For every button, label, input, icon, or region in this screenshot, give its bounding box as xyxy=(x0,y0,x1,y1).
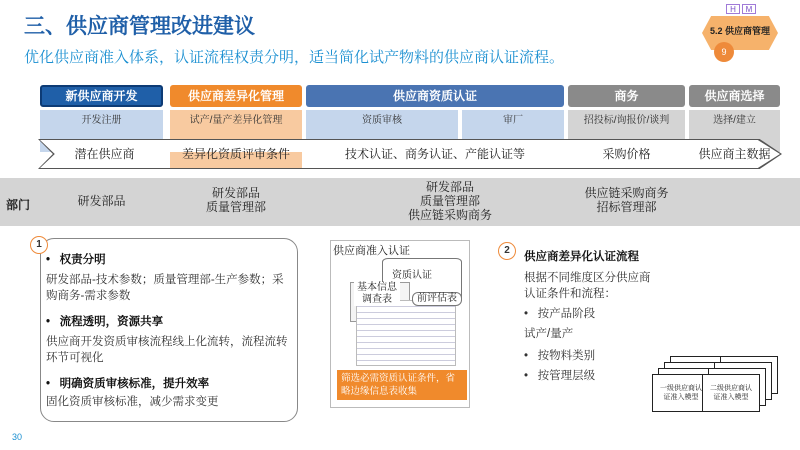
card2-bullet-2: • 按物料类别 xyxy=(524,350,596,362)
section-marker xyxy=(700,4,780,68)
model-label-level2: 二级供应商认 证准入模型 xyxy=(710,385,752,401)
card2-bullet-1-text: 按产品阶段 xyxy=(537,308,596,320)
stage-business: 商务 xyxy=(568,85,685,107)
department-label: 部门 xyxy=(6,198,31,212)
card1-bullet-3: • 明确资质审核标准，提升效率 xyxy=(46,378,210,390)
model-label-level1: 一级供应商认 证准入模型 xyxy=(660,385,702,401)
card1-text-1: 研发部品-技术参数；质量管理部-生产参数；采购商务-需求参数 xyxy=(46,274,284,302)
stage-new-supplier: 新供应商开发 xyxy=(40,85,163,107)
pipeline-master-data: 供应商主数据 xyxy=(698,147,771,161)
card1-number: 1 xyxy=(30,236,48,254)
card2-title: 供应商差异化认证流程 xyxy=(524,251,639,263)
card2-bullet-3-text: 按管理层级 xyxy=(537,370,596,382)
pipeline-potential-supplier: 潜在供应商 xyxy=(74,147,135,161)
page-subtitle: 优化供应商准入体系，认证流程权责分明，适当简化试产物料的供应商认证流程。 xyxy=(24,49,565,66)
stage-differentiation: 供应商差异化管理 xyxy=(170,85,302,107)
card2-bullet-2-text: 按物料类别 xyxy=(537,350,596,362)
page-number: 30 xyxy=(12,432,23,442)
dept-dev xyxy=(40,194,163,208)
dept-dev-quality: 研发部品 质量管理部 xyxy=(205,186,266,214)
card1-bullet-2: • 流程透明，资源共享 xyxy=(46,316,164,328)
admission-title: 供应商准入认证 xyxy=(333,245,410,257)
card2-bullet-1: • 按产品阶段 xyxy=(524,308,596,320)
section-label: 5.2 供应商管理 xyxy=(709,26,770,36)
pipeline-certification: 技术认证、商务认证、产能认证等 xyxy=(344,147,525,161)
card1-text-3: 固化资质审核标准，减少需求变更 xyxy=(46,396,219,408)
sub-qual-review: 资质审核 xyxy=(306,110,458,132)
stage-selection: 供应商选择 xyxy=(689,85,780,107)
h-badge: H xyxy=(726,4,740,14)
card2-trial-mass: 试产/量产 xyxy=(524,328,574,340)
card1-heading-3: 明确资质审核标准，提升效率 xyxy=(59,378,210,390)
sub-dev-register: 开发注册 xyxy=(40,110,163,132)
dept-purchase-bid: 供应链采购商务 招标管理部 xyxy=(584,186,669,214)
card1-text-2: 供应商开发资质审核流程线上化流转，流程流转环节可视化 xyxy=(46,336,288,364)
basic-info-label: 基本信息 调查表 xyxy=(354,282,400,306)
dept-dev-text: 研发部品 xyxy=(77,194,126,208)
stage-qualification: 供应商资质认证 xyxy=(306,85,564,107)
sub-select-create: 选择/建立 xyxy=(689,110,780,132)
admission-note: 筛选必需资质认证条件，省略边缘信息表收集 xyxy=(337,370,467,400)
qualification-label: 资质认证 xyxy=(388,270,436,282)
card2-bullet-3: • 按管理层级 xyxy=(524,370,596,382)
pipeline-diff-criteria: 差异化资质评审条件 xyxy=(181,147,290,161)
pipeline-price: 采购价格 xyxy=(602,147,651,161)
sub-trial-mass: 试产/量产差异化管理 xyxy=(170,110,302,132)
card1-heading-1: 权责分明 xyxy=(59,254,106,266)
card1-bullet-1: • 权责分明 xyxy=(46,254,106,266)
pre-eval-label: 前评估表 xyxy=(412,292,462,306)
section-number: 9 xyxy=(714,42,734,62)
card1-heading-2: 流程透明，资源共享 xyxy=(59,316,164,328)
document-lines xyxy=(356,300,456,366)
dept-dev-quality-purchase: 研发部品 质量管理部 供应链采购商务 xyxy=(407,180,492,222)
m-badge: M xyxy=(742,4,756,14)
sub-factory-audit: 审厂 xyxy=(462,110,564,132)
card2-number: 2 xyxy=(498,242,516,260)
sub-bidding: 招投标/询报价/谈判 xyxy=(568,110,685,132)
page-title: 三、供应商管理改进建议 xyxy=(24,15,255,38)
card2-intro: 根据不同维度区分供应商认证条件和流程： xyxy=(524,272,651,300)
